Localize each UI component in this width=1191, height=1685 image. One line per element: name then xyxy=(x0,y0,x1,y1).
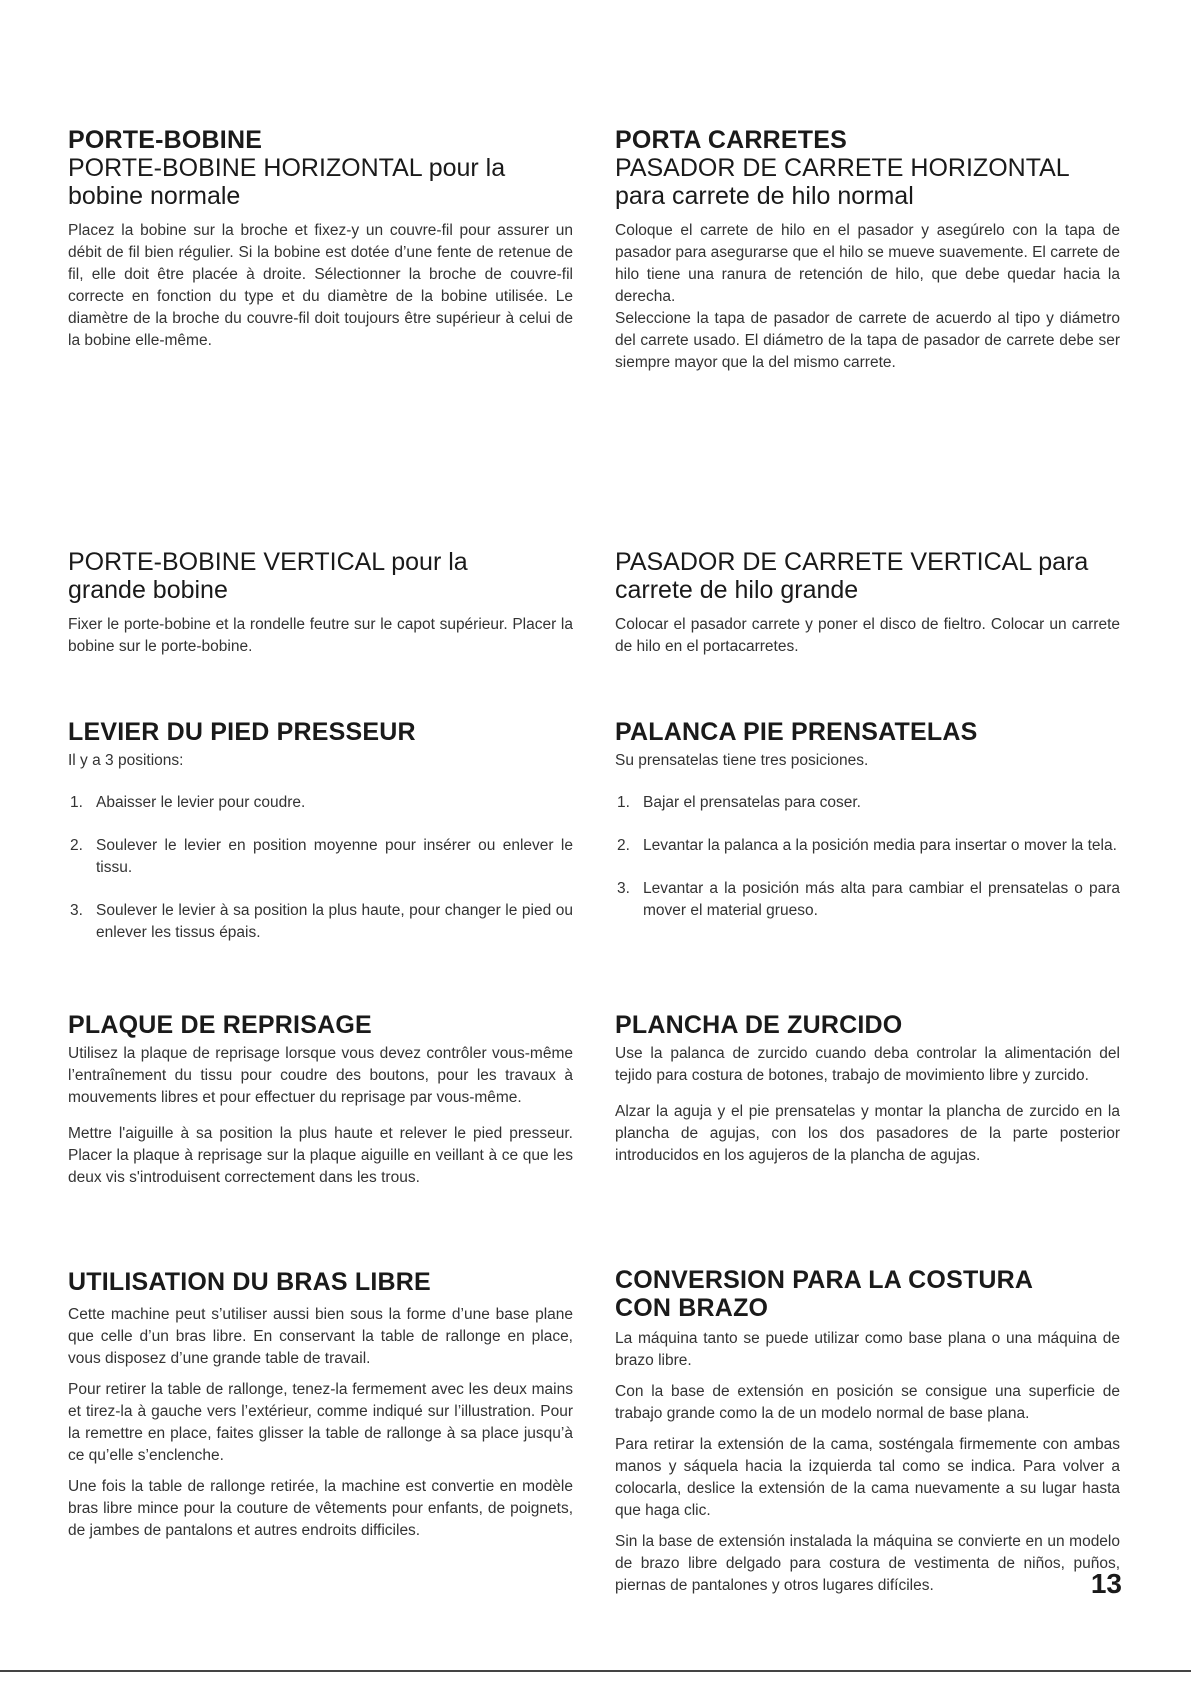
list-text: Levantar a la posición más alta para cambiar el prensatelas o para mover el material grueso. xyxy=(643,880,1120,919)
list-text: Bajar el prensatelas para coser. xyxy=(643,794,861,811)
intro-text: Su prensatelas tiene tres posiciones. xyxy=(615,752,869,769)
paragraph: Use la palanca de zurcido cuando deba controlar la alimentación del tejido para costura de botones, trabajo de movimiento libre y zurcido. xyxy=(615,1045,1120,1084)
porta-carretes-section xyxy=(615,126,1120,374)
paragraph: Con la base de extensión en posición se consigue una superficie de trabajo grande como la de un modelo normal de base plana. xyxy=(615,1383,1120,1422)
section-subtitle: bobine normale xyxy=(68,182,241,210)
porte-bobine-section xyxy=(68,126,573,352)
porte-bobine-vertical-section xyxy=(68,548,573,658)
paragraph: Para retirar la extensión de la cama, sosténgala firmemente con ambas manos y sáquela hacia la izquierda tal como se indica. Para volver a colocarla, deslice la extensión de la cama nuevamente a su lugar hasta que haga clic. xyxy=(615,1436,1120,1519)
list-number: 3. xyxy=(617,880,630,897)
section-subtitle: PORTE-BOBINE HORIZONTAL pour la xyxy=(68,154,506,182)
section-title: UTILISATION DU BRAS LIBRE xyxy=(68,1268,431,1296)
section-title: PALANCA PIE PRENSATELAS xyxy=(615,718,978,746)
paragraph: Seleccione la tapa de pasador de carrete de acuerdo al tipo y diámetro del carrete usado. El diámetro de la tapa de pasador de carrete debe ser siempre mayor que la del mismo carrete. xyxy=(615,310,1120,371)
conversion-section xyxy=(615,1266,1120,1597)
paragraph: Fixer le porte-bobine et la rondelle feutre sur le capot supérieur. Placer la bobine sur le porte-bobine. xyxy=(68,616,573,655)
section-subtitle: PASADOR DE CARRETE HORIZONTAL xyxy=(615,154,1070,182)
section-subtitle: para carrete de hilo normal xyxy=(615,182,914,210)
paragraph: Placez la bobine sur la broche et fixez-y un couvre-fil pour assurer un débit de fil bien régulier. Si la bobine est dotée d’une fente de retenue de fil, elle doit être placée à droite. Sélectionner la broche de couvre-fil correcte en fonction du type et du diamètre de la bobine utilisée. Le diamètre de la broche du couvre-fil doit toujours être supérieur à celui de la bobine elle-même. xyxy=(68,222,573,349)
section-title: CONVERSION PARA LA COSTURA xyxy=(615,1266,1034,1294)
list-number: 2. xyxy=(617,837,630,854)
paragraph: Alzar la aguja y el pie prensatelas y montar la plancha de zurcido en la plancha de agujas, con los dos pasadores de la parte posterior introducidos en los agujeros de la plancha de agujas. xyxy=(615,1103,1120,1164)
list-item xyxy=(68,835,573,879)
bottom-rule xyxy=(0,1670,1191,1672)
list-text: Soulever le levier en position moyenne pour insérer ou enlever le tissu. xyxy=(96,837,573,876)
bras-libre-section xyxy=(68,1268,573,1542)
paragraph: Cette machine peut s’utiliser aussi bien sous la forme d’une base plane que celle d’un bras libre. En conservant la table de rallonge en place, vous disposez d’une grande table de travail. xyxy=(68,1306,573,1367)
section-title: PORTA CARRETES xyxy=(615,126,847,154)
section-subtitle: carrete de hilo grande xyxy=(615,576,859,604)
page-number: 13 xyxy=(1090,1568,1122,1599)
positions-list xyxy=(68,792,573,944)
section-title: PLAQUE DE REPRISAGE xyxy=(68,1011,372,1039)
plaque-section xyxy=(68,1011,573,1189)
list-item xyxy=(68,792,573,814)
section-subtitle: PORTE-BOBINE VERTICAL pour la xyxy=(68,548,468,576)
right-column xyxy=(615,0,1120,1685)
palanca-section xyxy=(615,718,1120,943)
paragraph: Colocar el pasador carrete y poner el disco de fieltro. Colocar un carrete de hilo en el portacarretes. xyxy=(615,616,1120,655)
list-number: 2. xyxy=(70,837,83,854)
list-item xyxy=(68,900,573,944)
section-title: LEVIER DU PIED PRESSEUR xyxy=(68,718,416,746)
list-number: 1. xyxy=(70,794,83,811)
paragraph: Pour retirer la table de rallonge, tenez-la fermement avec les deux mains et tirez-la à gauche vers l’extérieur, comme indiqué sur l’illustration. Pour la remettre en place, faites glisser la table de rallonge à sa place jusqu’à ce qu’elle s’enclenche. xyxy=(68,1381,573,1464)
paragraph: Utilisez la plaque de reprisage lorsque vous devez contrôler vous-même l’entraînement du tissu pour coudre des boutons, pour les travaux à mouvements libres et pour effectuer du reprisage par vous-même. xyxy=(68,1045,573,1106)
paragraph: Mettre l'aiguille à sa position la plus haute et relever le pied presseur. Placer la plaque à reprisage sur la plaque aiguille en veillant à ce que les deux vis s'introduisent correctement dans les trous. xyxy=(68,1125,573,1186)
levier-section xyxy=(68,718,573,965)
positions-list xyxy=(615,792,1120,922)
section-title: PORTE-BOBINE xyxy=(68,126,263,154)
left-column xyxy=(68,0,573,1685)
paragraph: Une fois la table de rallonge retirée, la machine est convertie en modèle bras libre mince pour la couture de vêtements pour enfants, de poignets, de jambes de pantalons et autres endroits difficiles. xyxy=(68,1478,573,1539)
section-title: PLANCHA DE ZURCIDO xyxy=(615,1011,903,1039)
list-text: Soulever le levier à sa position la plus haute, pour changer le pied ou enlever les tissus épais. xyxy=(96,902,573,941)
section-subtitle: PASADOR DE CARRETE VERTICAL para xyxy=(615,548,1089,576)
intro-text: Il y a 3 positions: xyxy=(68,752,184,769)
section-subtitle: grande bobine xyxy=(68,576,228,604)
list-item xyxy=(615,792,1120,814)
list-number: 3. xyxy=(70,902,83,919)
section-title: CON BRAZO xyxy=(615,1294,769,1322)
list-item xyxy=(615,835,1120,857)
list-text: Levantar la palanca a la posición media para insertar o mover la tela. xyxy=(643,837,1117,854)
paragraph: La máquina tanto se puede utilizar como base plana o una máquina de brazo libre. xyxy=(615,1330,1120,1369)
list-item xyxy=(615,878,1120,922)
paragraph: Coloque el carrete de hilo en el pasador y asegúrelo con la tapa de pasador para asegurarse que el hilo se mueve suavemente. El carrete de hilo tiene una ranura de retención de hilo, que debe quedar hacia la derecha. xyxy=(615,222,1120,305)
pasador-vertical-section xyxy=(615,548,1120,658)
paragraph: Sin la base de extensión instalada la máquina se convierte en un modelo de brazo libre delgado para costura de vestimenta de niños, puños, piernas de pantalones y otros lugares difíciles. xyxy=(615,1533,1120,1594)
list-text: Abaisser le levier pour coudre. xyxy=(96,794,306,811)
plancha-section xyxy=(615,1011,1120,1167)
list-number: 1. xyxy=(617,794,630,811)
